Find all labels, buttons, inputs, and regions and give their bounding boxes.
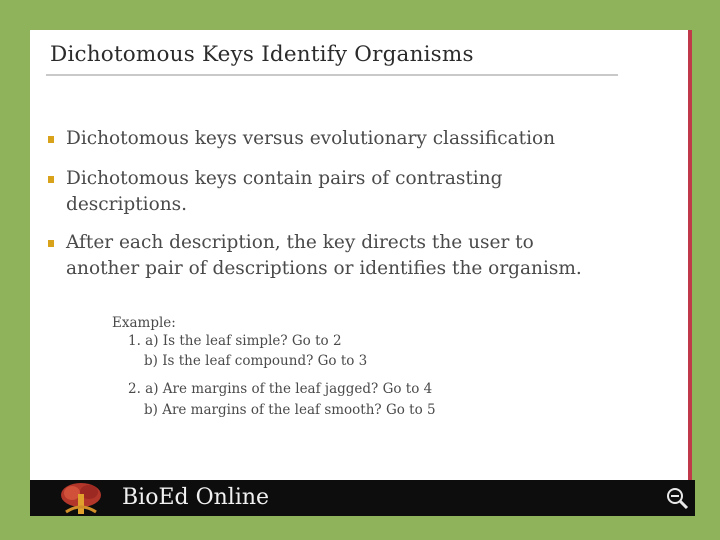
- tree-logo-icon: [58, 482, 104, 514]
- bullet-marker: [48, 136, 54, 143]
- bullet-2-line-2: descriptions.: [66, 194, 188, 215]
- example-line: b) Are margins of the leaf smooth? Go to 5: [144, 402, 436, 418]
- bullet-3-line-2: another pair of descriptions or identifies the organism.: [66, 258, 582, 279]
- example-heading: Example:: [112, 315, 176, 331]
- example-line: 1. a) Is the leaf simple? Go to 2: [128, 333, 342, 349]
- bullet-1-line-1: Dichotomous keys versus evolutionary classification: [66, 128, 556, 149]
- slide-title: Dichotomous Keys Identify Organisms: [50, 42, 474, 67]
- footer-bar: [30, 480, 695, 516]
- bullet-marker: [48, 240, 54, 247]
- brand-name: BioEd Online: [122, 485, 270, 510]
- slide-edge-rule: [688, 30, 692, 480]
- bullet-marker: [48, 176, 54, 183]
- zoom-out-icon[interactable]: [665, 486, 691, 510]
- title-divider: [46, 74, 618, 76]
- example-line: b) Is the leaf compound? Go to 3: [144, 353, 368, 369]
- example-line: 2. a) Are margins of the leaf jagged? Go to 4: [128, 381, 433, 397]
- bullet-3-line-1: After each description, the key directs the user to: [66, 232, 534, 253]
- bullet-2-line-1: Dichotomous keys contain pairs of contrasting: [66, 168, 503, 189]
